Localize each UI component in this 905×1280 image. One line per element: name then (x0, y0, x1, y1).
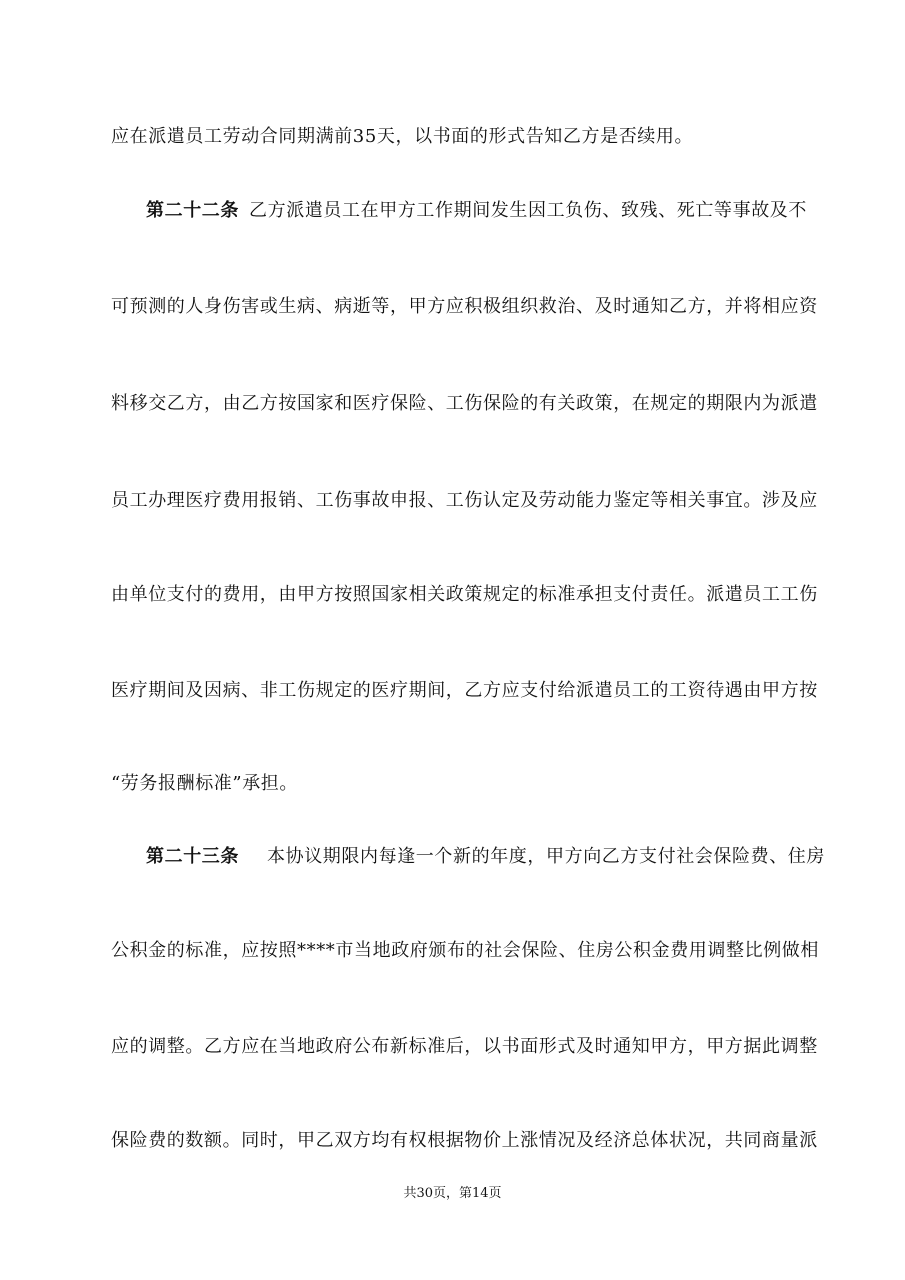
article-22-line-4: 员工办理医疗费用报销、工伤事故申报、工伤认定及劳动能力鉴定等相关事宜。涉及应 (111, 490, 818, 511)
article-22-first-line (146, 198, 807, 224)
article-23-line-4: 保险费的数额。同时，甲乙双方均有权根据物价上涨情况及经济总体状况，共同商量派 (111, 1130, 818, 1151)
page-footer: 共30页，第14页 (403, 1186, 502, 1201)
article-22-line-7: “劳务报酬标准”承担。 (111, 773, 299, 794)
article-23-line-2: 公积金的标准，应按照****市当地政府颁布的社会保险、住房公积金费用调整比例做相 (111, 940, 819, 961)
article-22-line-3: 料移交乙方，由乙方按国家和医疗保险、工伤保险的有关政策，在规定的期限内为派遣 (111, 393, 818, 414)
article-23-first-line (146, 844, 825, 870)
article-22-line-5: 由单位支付的费用，由甲方按照国家相关政策规定的标准承担支付责任。派遣员工工伤 (111, 584, 818, 605)
article-23-line-3: 应的调整。乙方应在当地政府公布新标准后，以书面形式及时通知甲方，甲方据此调整 (111, 1036, 818, 1057)
article-22-heading: 第二十二条 (146, 200, 239, 221)
intro-line: 应在派遣员工劳动合同期满前35天，以书面的形式告知乙方是否续用。 (111, 126, 694, 147)
article-22-line-2: 可预测的人身伤害或生病、病逝等，甲方应积极组织救治、及时通知乙方，并将相应资 (111, 296, 818, 317)
article-23-heading: 第二十三条 (146, 846, 239, 867)
article-23-line-1: 本协议期限内每逢一个新的年度，甲方向乙方支付社会保险费、住房 (267, 846, 825, 867)
article-22-line-6: 医疗期间及因病、非工伤规定的医疗期间，乙方应支付给派遣员工的工资待遇由甲方按 (111, 680, 818, 701)
article-22-line-1: 乙方派遣员工在甲方工作期间发生因工负伤、致残、死亡等事故及不 (249, 200, 807, 221)
